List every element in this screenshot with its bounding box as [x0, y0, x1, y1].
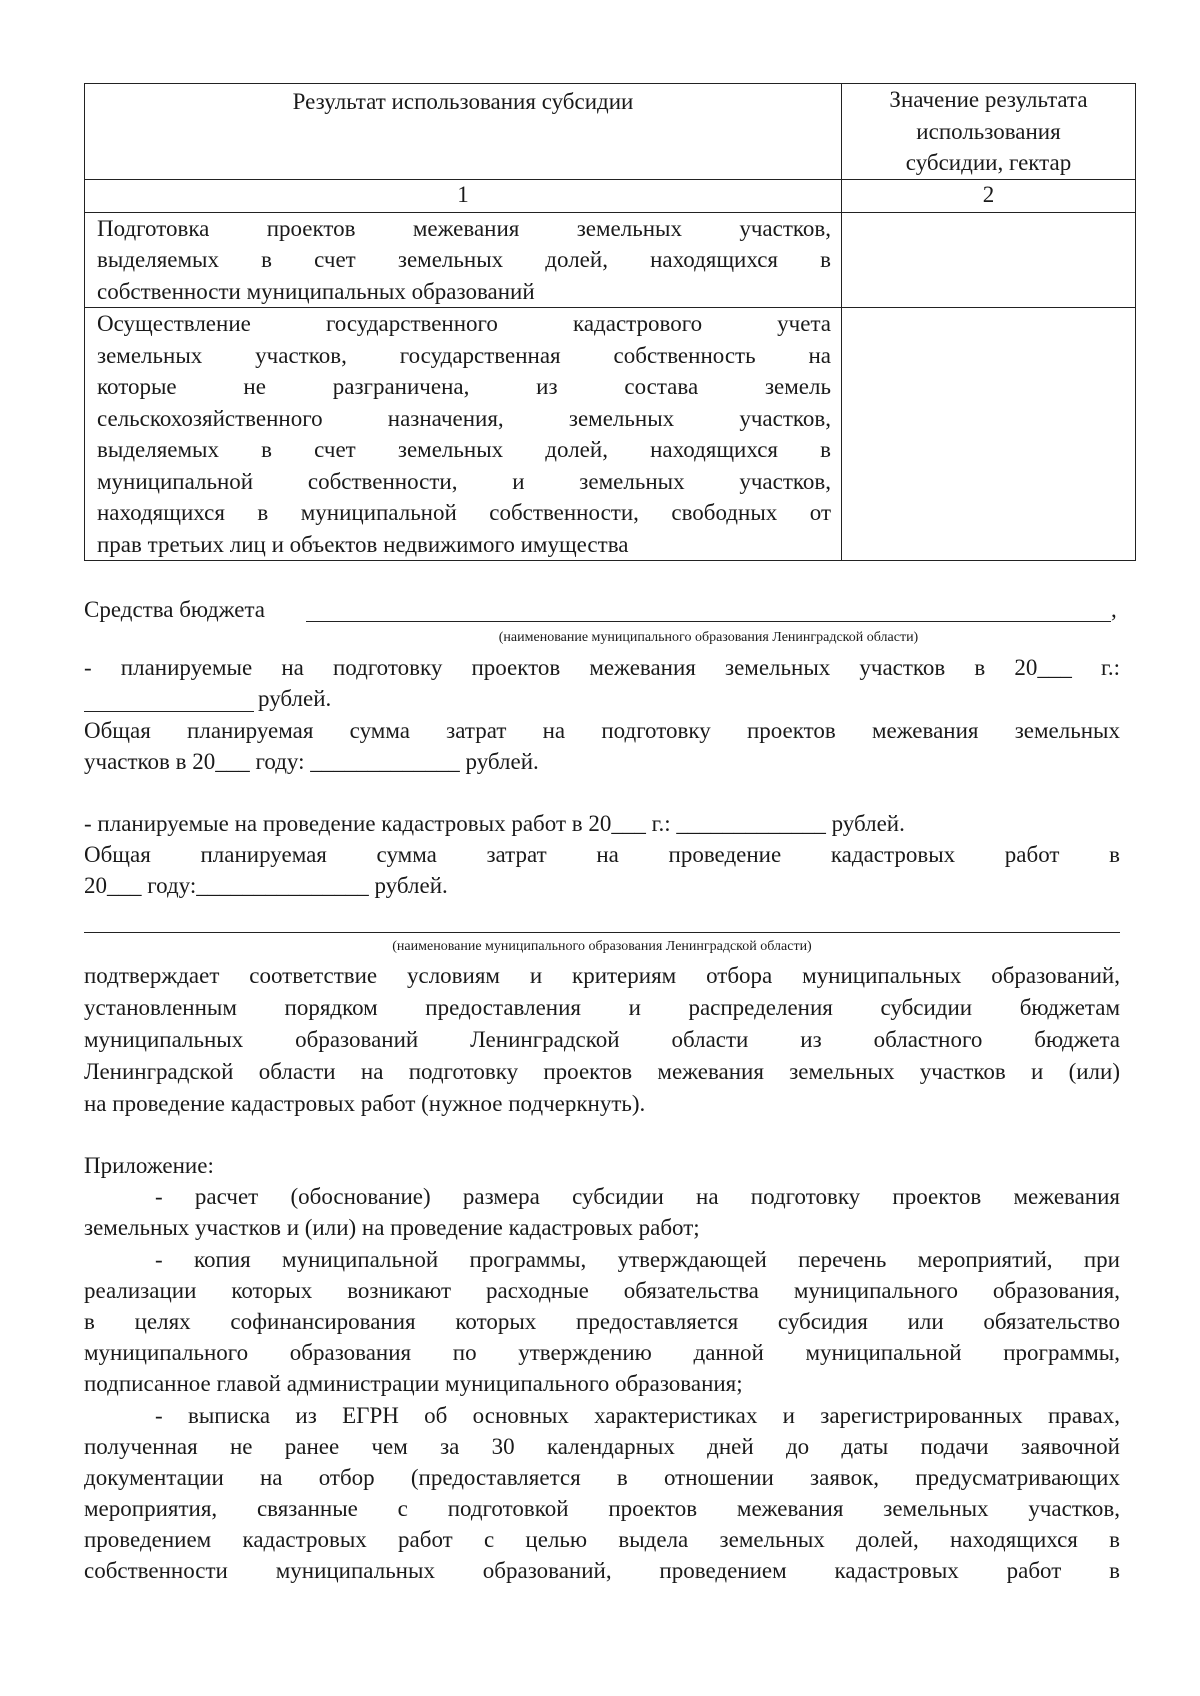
budget-total-survey-year: участков в 20___ году: _____________ рублей.: [84, 749, 539, 774]
appendix-item-line: подписанное главой администрации муниципального образования;: [84, 1371, 743, 1396]
cell-line: которые не разграничена, из состава земель: [97, 374, 831, 399]
header-value-line: субсидии, гектар: [905, 150, 1072, 175]
appendix-title: Приложение:: [84, 1153, 214, 1178]
cell-line: выделяемых в счет земельных долей, находящихся в: [97, 247, 831, 272]
appendix-item-line: - копия муниципальной программы, утверждающей перечень мероприятий, при: [155, 1247, 1120, 1272]
appendix-item-line: полученная не ранее чем за 30 календарных дней до даты подачи заявочной: [84, 1434, 1120, 1459]
header-value-line: Значение результата: [889, 87, 1088, 112]
budget-total-cadastral-year: 20___ году:_______________ рублей.: [84, 873, 448, 898]
result-cell: [85, 212, 842, 308]
cell-line: Подготовка проектов межевания земельных участков,: [97, 215, 831, 241]
cell-line: Осуществление государственного кадастрового учета: [97, 311, 831, 336]
appendix-item-line: реализации которых возникают расходные обязательства муниципального образования,: [84, 1278, 1120, 1303]
appendix-item-line: документации на отбор (предоставляется в отношении заявок, предусматривающих: [84, 1465, 1120, 1490]
municipality-name-caption: (наименование муниципального образования Ленинградской области): [392, 939, 812, 954]
header-result-text: Результат использования субсидии: [292, 89, 634, 114]
cell-line: собственности муниципальных образований: [97, 278, 535, 304]
budget-planned-survey-unit: рублей.: [258, 686, 332, 711]
municipality-name-fill-line: [84, 932, 1120, 933]
budget-total-cadastral: Общая планируемая сумма затрат на проведение кадастровых работ в: [84, 842, 1120, 867]
table-row: [85, 212, 1136, 308]
appendix-item-line: земельных участков и (или) на проведение кадастровых работ;: [84, 1215, 700, 1240]
confirm-line: подтверждает соответствие условиям и критериям отбора муниципальных образований,: [84, 963, 1120, 988]
confirm-line: на проведение кадастровых работ (нужное подчеркнуть).: [84, 1091, 646, 1116]
budget-planned-survey: - планируемые на подготовку проектов межевания земельных участков в 20___ г.:: [84, 655, 1120, 680]
value-cell: [842, 308, 1136, 561]
value-cell: [842, 212, 1136, 308]
appendix-item-line: - выписка из ЕГРН об основных характеристиках и зарегистрированных правах,: [155, 1403, 1120, 1428]
cell-line: сельскохозяйственного назначения, земельных участков,: [97, 405, 831, 431]
cell-line: муниципальной собственности, и земельных участков,: [97, 468, 831, 494]
cell-line: находящихся в муниципальной собственности, свободных от: [97, 500, 831, 525]
budget-name-caption: (наименование муниципального образования Ленинградской области): [498, 630, 919, 645]
appendix-item-line: собственности муниципальных образований, проведением кадастровых работ в: [84, 1558, 1120, 1583]
column-number-1: 1: [85, 179, 842, 212]
appendix-item-line: муниципального образования по утверждению данной муниципальной программы,: [84, 1340, 1120, 1365]
column-number-row: [85, 179, 1136, 212]
column-number-2: 2: [842, 179, 1136, 212]
budget-comma: ,: [1111, 597, 1117, 622]
result-cell: [85, 308, 842, 561]
table-header-row: [85, 84, 1136, 180]
budget-name-fill-line: [306, 621, 1111, 622]
appendix-item-line: - расчет (обоснование) размера субсидии на подготовку проектов межевания: [155, 1184, 1120, 1209]
subsidy-results-table: [84, 83, 1136, 561]
budget-label: Средства бюджета: [84, 597, 265, 622]
appendix-item-line: мероприятия, связанные с подготовкой проектов межевания земельных участков,: [84, 1496, 1120, 1521]
cell-line: выделяемых в счет земельных долей, находящихся в: [97, 437, 831, 462]
header-cell-result: [85, 84, 842, 180]
header-cell-value: [842, 84, 1136, 180]
appendix-item-line: проведением кадастровых работ с целью выдела земельных долей, находящихся в: [84, 1527, 1120, 1552]
budget-planned-survey-amount-line: [84, 711, 254, 712]
header-value-line: использования: [916, 118, 1061, 144]
confirm-line: установленным порядком предоставления и распределения субсидии бюджетам: [84, 995, 1120, 1020]
cell-line: прав третьих лиц и объектов недвижимого имущества: [97, 531, 629, 557]
confirm-line: Ленинградской области на подготовку проектов межевания земельных участков и (или): [84, 1059, 1120, 1084]
cell-line: земельных участков, государственная собственность на: [97, 342, 831, 368]
table-row: [85, 308, 1136, 561]
budget-total-survey: Общая планируемая сумма затрат на подготовку проектов межевания земельных: [84, 718, 1120, 743]
appendix-item-line: в целях софинансирования которых предоставляется субсидия или обязательство: [84, 1309, 1120, 1334]
budget-planned-cadastral: - планируемые на проведение кадастровых работ в 20___ г.: _____________ рублей.: [84, 811, 905, 836]
confirm-line: муниципальных образований Ленинградской области из областного бюджета: [84, 1027, 1120, 1052]
